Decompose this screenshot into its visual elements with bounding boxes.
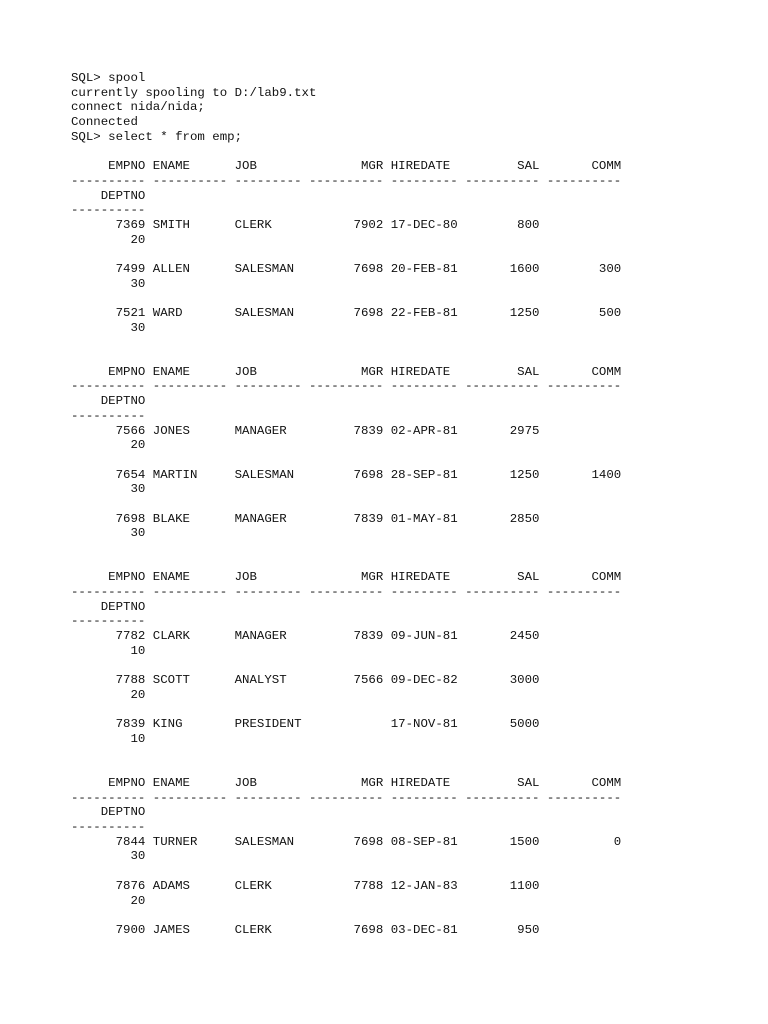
table-row-deptno: 30 — [71, 526, 146, 541]
table-row-deptno: 30 — [71, 320, 146, 335]
table-row: 7698 BLAKE MANAGER 7839 01-MAY-81 2850 — [71, 511, 540, 526]
table-row-deptno: 10 — [71, 731, 146, 746]
table-row: 7788 SCOTT ANALYST 7566 09-DEC-82 3000 — [71, 673, 540, 688]
blank-line — [71, 761, 621, 776]
table-row-deptno: 10 — [71, 643, 146, 658]
column-header-deptno-rule: ---------- — [71, 408, 146, 423]
column-header: EMPNO ENAME JOB MGR HIREDATE SAL COMM — [71, 776, 622, 790]
session-line: Connected — [71, 115, 138, 130]
blank-line — [71, 541, 621, 556]
table-row: 7839 KING PRESIDENT 17-NOV-81 5000 — [71, 717, 540, 732]
column-header: EMPNO ENAME JOB MGR HIREDATE SAL COMM — [71, 570, 622, 585]
column-header-rule: ---------- ---------- --------- ---------- --------- ---------- ---------- — [71, 379, 622, 394]
column-header-deptno: DEPTNO — [71, 599, 146, 614]
table-row-deptno: 30 — [71, 482, 146, 497]
blank-line — [71, 659, 621, 674]
table-row-deptno: 20 — [71, 687, 146, 702]
blank-line — [71, 247, 621, 262]
table-row-deptno: 20 — [71, 438, 146, 453]
column-header: EMPNO ENAME JOB MGR HIREDATE SAL COMM — [71, 159, 622, 174]
blank-line — [71, 291, 621, 306]
blank-line — [71, 335, 621, 350]
blank-line — [71, 908, 621, 923]
table-row: 7844 TURNER SALESMAN 7698 08-SEP-81 1500 0 — [71, 834, 622, 849]
column-header-rule: ---------- ---------- --------- ---------- --------- ---------- ---------- — [71, 790, 622, 805]
table-row: 7369 SMITH CLERK 7902 17-DEC-80 800 — [71, 217, 540, 232]
column-header-deptno-rule: ---------- — [71, 203, 146, 218]
table-row-deptno: 30 — [71, 276, 146, 291]
table-row: 7876 ADAMS CLERK 7788 12-JAN-83 1100 — [71, 878, 540, 893]
table-row: 7900 JAMES CLERK 7698 03-DEC-81 950 — [71, 922, 540, 937]
column-header: EMPNO ENAME JOB MGR HIREDATE SAL COMM — [71, 364, 622, 379]
column-header-deptno: DEPTNO — [71, 394, 146, 409]
table-row-deptno: 20 — [71, 893, 146, 908]
blank-line — [71, 144, 621, 159]
blank-line — [71, 864, 621, 879]
column-header-rule: ---------- ---------- --------- ---------- --------- ---------- ---------- — [71, 585, 622, 600]
session-line: currently spooling to D:/lab9.txt — [71, 85, 317, 100]
table-row: 7499 ALLEN SALESMAN 7698 20-FEB-81 1600 300 — [71, 261, 622, 276]
session-line: SQL> select * from emp; — [71, 129, 243, 144]
session-line: SQL> spool — [71, 71, 146, 85]
blank-line — [71, 556, 621, 571]
table-row: 7782 CLARK MANAGER 7839 09-JUN-81 2450 — [71, 629, 540, 644]
table-row-deptno: 20 — [71, 232, 146, 247]
sql-spool-output — [71, 71, 621, 938]
column-header-deptno: DEPTNO — [71, 805, 146, 820]
blank-line — [71, 350, 621, 365]
table-row: 7566 JONES MANAGER 7839 02-APR-81 2975 — [71, 423, 540, 438]
column-header-deptno-rule: ---------- — [71, 614, 146, 629]
table-row-deptno: 30 — [71, 849, 146, 864]
blank-line — [71, 453, 621, 468]
table-row: 7654 MARTIN SALESMAN 7698 28-SEP-81 1250 1400 — [71, 467, 622, 482]
blank-line — [71, 703, 621, 718]
column-header-rule: ---------- ---------- --------- ---------- --------- ---------- ---------- — [71, 173, 622, 188]
session-line: connect nida/nida; — [71, 100, 205, 115]
blank-line — [71, 497, 621, 512]
column-header-deptno: DEPTNO — [71, 188, 146, 203]
table-row: 7521 WARD SALESMAN 7698 22-FEB-81 1250 500 — [71, 306, 622, 320]
blank-line — [71, 747, 621, 762]
column-header-deptno-rule: ---------- — [71, 820, 146, 835]
